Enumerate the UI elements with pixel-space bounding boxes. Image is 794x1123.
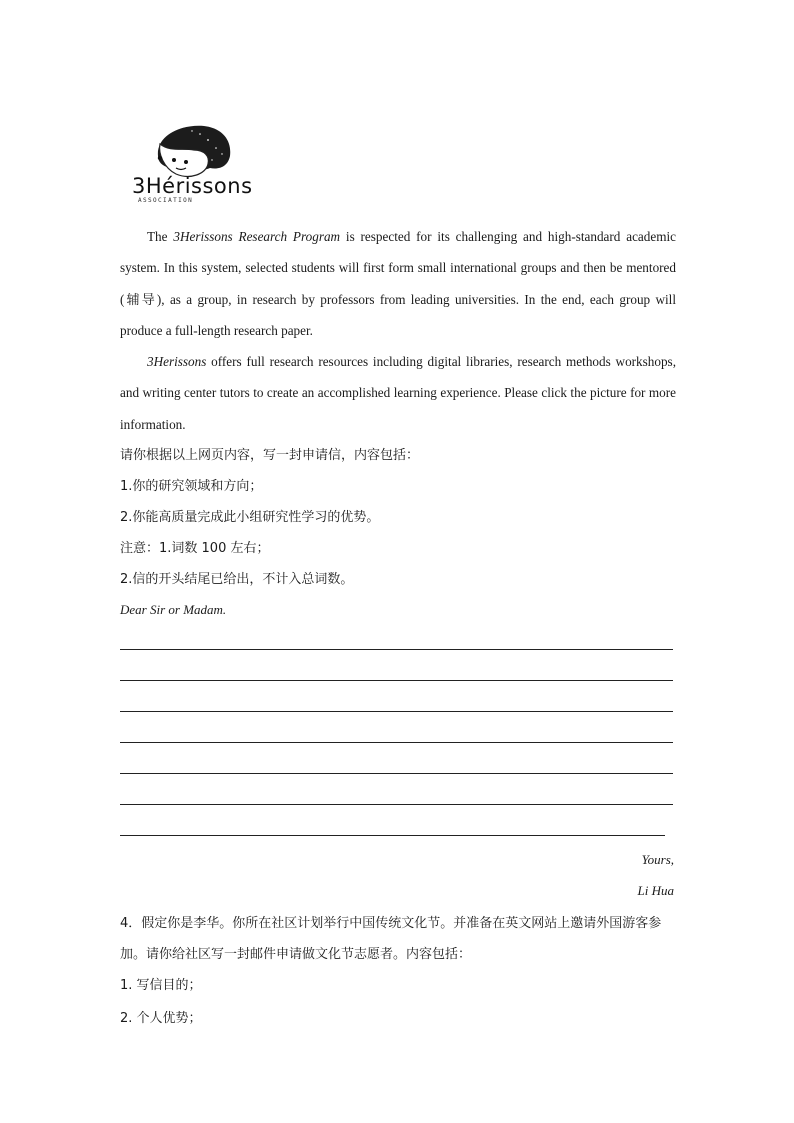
task-instruction: 请你根据以上网页内容，写一封申请信，内容包括： <box>120 448 420 463</box>
question-4-item-1: 1. 写信目的； <box>120 978 202 993</box>
question-4-intro: 4．假定你是李华。你所在社区计划举行中国传统文化节。并准备在英文网站上邀请外国游客参加。请你给社区写一封邮件申请做文化节志愿者。内容包括： <box>120 916 662 963</box>
logo-subtitle: ASSOCIATION <box>138 197 194 204</box>
task-point-2: 2.你能高质量完成此小组研究性学习的优势。 <box>120 510 380 525</box>
task-point-1: 1.你的研究领域和方向； <box>120 479 263 494</box>
writing-line[interactable] <box>120 804 673 805</box>
writing-line[interactable] <box>120 711 673 712</box>
writing-line[interactable] <box>120 742 673 743</box>
letter-signature: Li Hua <box>637 883 674 898</box>
writing-line[interactable] <box>120 680 673 681</box>
logo-title: 3Hérissons <box>132 174 253 198</box>
logo-image[interactable] <box>130 122 270 210</box>
writing-line[interactable] <box>120 835 665 836</box>
writing-line[interactable] <box>120 649 673 650</box>
task-note-2: 2.信的开头结尾已给出，不计入总词数。 <box>120 572 354 587</box>
letter-closing: Yours, <box>641 852 674 867</box>
task-note-1: 注意：1.词数 100 左右； <box>120 541 270 556</box>
organisation-name: 3Herissons <box>147 354 207 369</box>
letter-salutation: Dear Sir or Madam. <box>120 602 227 617</box>
program-name: 3Herissons Research Program <box>173 229 341 244</box>
question-4-item-2: 2. 个人优势； <box>120 1011 202 1026</box>
passage-paragraph-2: 3Herissons offers full research resources including digital libraries, research methods workshops, and writing center tutors to create an accomplished learning experience. Please click the picture for more information. <box>120 354 676 432</box>
writing-line[interactable] <box>120 773 673 774</box>
passage-paragraph-1: The 3Herissons Research Program is respected for its challenging and high-standard academic system. In this system, selected students will first form small international groups and then be mentored (辅导), as a group, in research by professors from leading universities. In the end, each group will produce a full-length research paper. <box>120 229 677 338</box>
